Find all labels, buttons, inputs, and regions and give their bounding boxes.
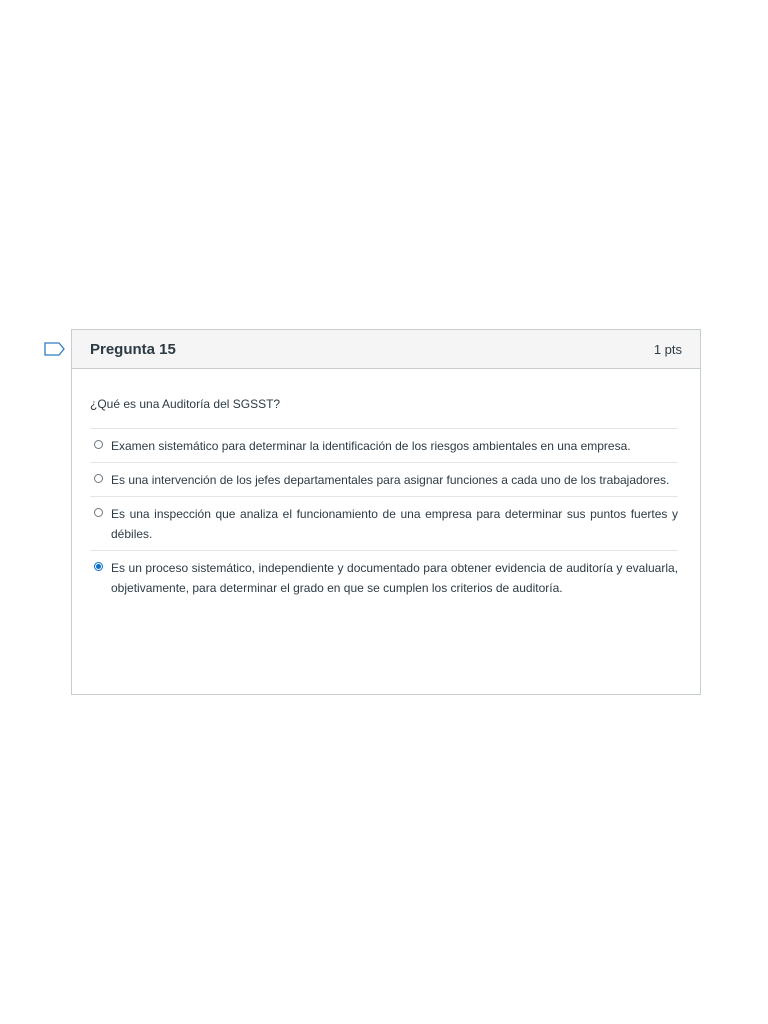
question-points: 1 pts [653,341,682,357]
question-body [72,369,700,604]
answer-option-4[interactable] [90,551,678,604]
answer-label-2: Es una intervención de los jefes departamentales para asignar funciones a cada uno de los trabajadores. [111,473,670,487]
answer-radio-1[interactable] [94,440,103,449]
question-title: Pregunta 15 [90,340,176,358]
answer-radio-2[interactable] [94,474,103,483]
question-card [71,329,701,695]
question-text: ¿Qué es una Auditoría del SGSST? [90,397,281,411]
answer-radio-3[interactable] [94,508,103,517]
answer-option-2[interactable] [90,463,678,497]
answer-label-3: Es una inspección que analiza el funcionamiento de una empresa para determinar sus puntos fuertes y débiles. [111,507,678,541]
answer-radio-4[interactable] [94,562,103,571]
answer-option-1[interactable] [90,429,678,463]
question-header [72,330,700,369]
answer-label-4: Es un proceso sistemático, independiente y documentado para obtener evidencia de auditoría y evaluarla, objetivamente, para determinar el grado en que se cumplen los criterios de auditoría. [111,561,678,595]
bookmark-flag-icon[interactable] [44,342,66,356]
answer-list [90,428,678,604]
answer-label-1: Examen sistemático para determinar la identificación de los riesgos ambientales en una empresa. [111,439,631,453]
answer-option-3[interactable] [90,497,678,551]
